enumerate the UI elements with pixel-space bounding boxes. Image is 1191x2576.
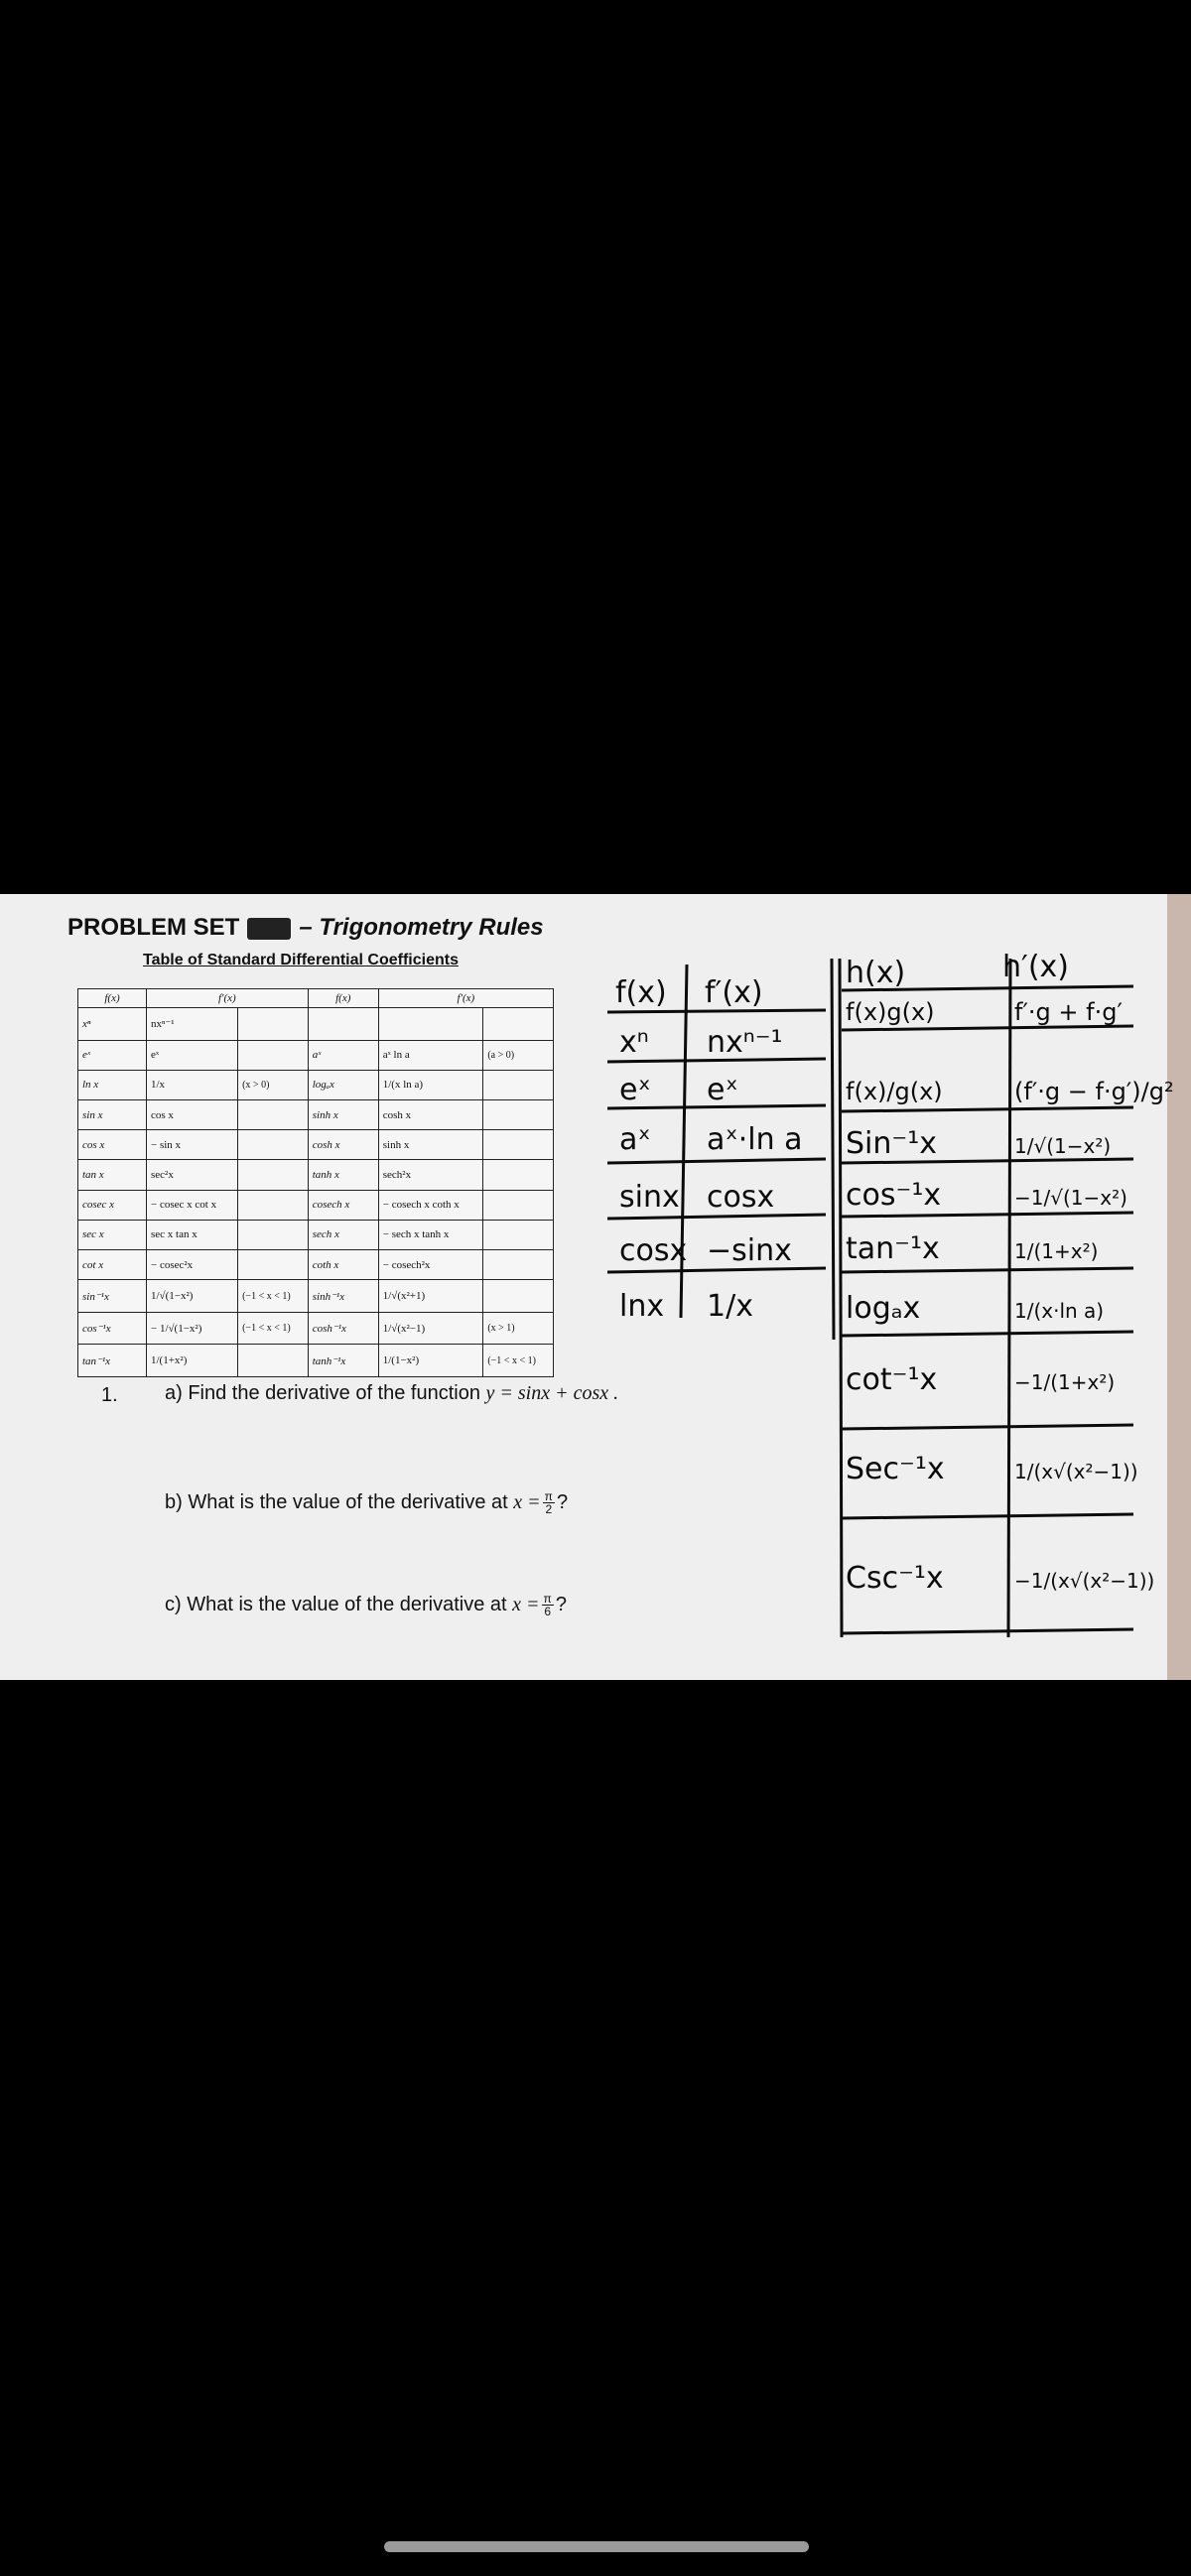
right-rule — [842, 1425, 1133, 1429]
hw-right-hx: Csc⁻¹x — [846, 1561, 944, 1596]
hw-left-fx: cosx — [619, 1233, 688, 1268]
hw-left-fx: eˣ — [619, 1073, 651, 1107]
question-b-x: x = — [513, 1490, 541, 1513]
hw-left-fx: sinx — [619, 1180, 680, 1215]
hw-left-fpx: nxⁿ⁻¹ — [707, 1025, 783, 1060]
question-b-fraction — [543, 1490, 555, 1515]
hw-right-hpx: (f′·g − f·g′)/g² — [1014, 1078, 1174, 1105]
table-cell: cos x — [147, 1099, 238, 1129]
hw-left-fpx: 1/x — [707, 1289, 753, 1324]
table-cell: (x > 0) — [238, 1070, 309, 1099]
left-rule — [607, 1159, 826, 1163]
table-cell: cosh x — [378, 1099, 483, 1129]
question-c-fraction — [542, 1593, 554, 1617]
right-rule — [842, 1213, 1133, 1217]
fraction-numerator: π — [543, 1592, 552, 1606]
table-cell: cosh x — [308, 1130, 378, 1160]
hw-left-header: f′(x) — [705, 975, 763, 1010]
left-rule — [607, 1010, 826, 1012]
table-cell: sinh x — [308, 1099, 378, 1129]
table-cell: − cosech x coth x — [378, 1190, 483, 1220]
table-cell: sech²x — [378, 1160, 483, 1190]
table-cell: sinh⁻¹x — [308, 1280, 378, 1313]
table-cell: (−1 < x < 1) — [483, 1345, 554, 1377]
hw-right-header: h(x) — [846, 956, 906, 990]
question-b-text: b) What is the value of the derivative at — [165, 1490, 514, 1513]
table-cell: cos x — [78, 1130, 147, 1160]
hw-left-header: f(x) — [615, 975, 667, 1010]
table-cell: cosech x — [308, 1190, 378, 1220]
table-cell: tanh⁻¹x — [308, 1345, 378, 1377]
hw-right-hx: Sec⁻¹x — [846, 1452, 945, 1486]
table-cell: sech x — [308, 1220, 378, 1249]
header-fpx: f′(x) — [147, 989, 309, 1008]
question-c-mark: ? — [555, 1593, 567, 1615]
table-separator — [832, 959, 834, 1340]
problem-set-title: PROBLEM SET – Trigonometry Rules — [67, 914, 544, 941]
hw-right-hpx: −1/(x√(x²−1)) — [1014, 1569, 1155, 1593]
fraction-denominator: 2 — [545, 1502, 553, 1516]
table-cell: 1/√(x²+1) — [378, 1280, 483, 1313]
table-cell: cosec x — [78, 1190, 147, 1220]
right-rule — [842, 1629, 1133, 1633]
hw-right-hpx: f′·g + f·g′ — [1014, 998, 1123, 1026]
left-rule — [607, 1268, 826, 1272]
hw-right-hpx: 1/(x·ln a) — [1014, 1299, 1105, 1323]
table-cell: − sin x — [147, 1130, 238, 1160]
table-cell: eˣ — [147, 1040, 238, 1070]
right-divider — [1008, 959, 1010, 1637]
table-cell: 1/x — [147, 1070, 238, 1099]
hw-left-fpx: cosx — [707, 1180, 775, 1215]
table-cell: 1/√(1−x²) — [147, 1280, 238, 1313]
hw-right-hx: tan⁻¹x — [846, 1231, 940, 1266]
table-cell: (x > 1) — [483, 1312, 554, 1345]
table-cell: − cosec²x — [147, 1250, 238, 1280]
table-cell: sin x — [78, 1099, 147, 1129]
question-c-text: c) What is the value of the derivative at — [165, 1593, 513, 1615]
table-cell: 1/(1−x²) — [378, 1345, 483, 1377]
home-indicator[interactable] — [384, 2541, 809, 2552]
table-cell: (−1 < x < 1) — [238, 1280, 309, 1313]
fraction-denominator: 6 — [544, 1605, 552, 1618]
left-rule — [607, 1215, 826, 1219]
right-outer-line — [840, 959, 842, 1637]
header-fx-2: f(x) — [308, 989, 378, 1008]
hw-right-hpx: 1/(x√(x²−1)) — [1014, 1460, 1138, 1483]
table-cell: cosh⁻¹x — [308, 1312, 378, 1345]
table-caption: Table of Standard Differential Coefficients — [143, 952, 459, 968]
question-b-mark: ? — [556, 1490, 569, 1513]
table-cell: sec x tan x — [147, 1220, 238, 1249]
question-a-text: a) Find the derivative of the function — [165, 1382, 486, 1404]
table-cell: tan x — [78, 1160, 147, 1190]
table-cell: sin⁻¹x — [78, 1280, 147, 1313]
hw-right-hpx: −1/√(1−x²) — [1014, 1186, 1127, 1210]
table-cell: aˣ — [308, 1040, 378, 1070]
hw-right-hx: logₐx — [846, 1291, 921, 1326]
hw-right-hx: Sin⁻¹x — [846, 1126, 938, 1161]
hw-right-hx: f(x)g(x) — [846, 998, 935, 1026]
hw-right-hx: cot⁻¹x — [846, 1362, 938, 1397]
right-rule — [842, 1268, 1133, 1272]
table-cell: nxⁿ⁻¹ — [147, 1008, 238, 1041]
question-b — [165, 1490, 568, 1515]
table-cell: cot x — [78, 1250, 147, 1280]
table-cell: eˣ — [78, 1040, 147, 1070]
hw-left-fx: xⁿ — [619, 1025, 649, 1060]
hw-left-fx: lnx — [619, 1289, 665, 1324]
hw-left-fpx: eˣ — [707, 1073, 738, 1107]
hw-right-hpx: −1/(1+x²) — [1014, 1370, 1116, 1394]
table-cell: − cosech²x — [378, 1250, 483, 1280]
table-cell: 1/√(x²−1) — [378, 1312, 483, 1345]
table-cell: cos⁻¹x — [78, 1312, 147, 1345]
table-cell: (a > 0) — [483, 1040, 554, 1070]
table-cell: xⁿ — [78, 1008, 147, 1041]
table-cell: 1/(1+x²) — [147, 1345, 238, 1377]
hw-left-fpx: −sinx — [707, 1233, 792, 1268]
question-a — [165, 1382, 618, 1405]
hw-left-fpx: aˣ·ln a — [707, 1122, 803, 1157]
header-fpx-2: f′(x) — [378, 989, 553, 1008]
hw-right-header: h′(x) — [1002, 950, 1069, 984]
question-a-math: y = sinx + cosx . — [485, 1382, 619, 1404]
right-rule — [842, 1332, 1133, 1336]
table-cell: sinh x — [378, 1130, 483, 1160]
hw-left-fx: aˣ — [619, 1122, 651, 1157]
table-cell: logₐx — [308, 1070, 378, 1099]
hw-right-hpx: 1/(1+x²) — [1014, 1239, 1099, 1263]
table-cell: − 1/√(1−x²) — [147, 1312, 238, 1345]
fraction-numerator: π — [544, 1489, 553, 1503]
table-cell: sec x — [78, 1220, 147, 1249]
hw-right-hx: cos⁻¹x — [846, 1178, 942, 1213]
table-cell: (−1 < x < 1) — [238, 1312, 309, 1345]
table-cell: coth x — [308, 1250, 378, 1280]
table-cell: tan⁻¹x — [78, 1345, 147, 1377]
table-cell: aˣ ln a — [378, 1040, 483, 1070]
right-rule — [842, 1026, 1133, 1030]
table-cell: tanh x — [308, 1160, 378, 1190]
hw-right-hx: f(x)/g(x) — [846, 1078, 943, 1105]
table-cell: sec²x — [147, 1160, 238, 1190]
table-cell: − cosec x cot x — [147, 1190, 238, 1220]
right-rule — [842, 1514, 1133, 1518]
question-c — [165, 1593, 567, 1617]
question-number: 1. — [101, 1384, 118, 1406]
header-fx: f(x) — [78, 989, 147, 1008]
table-cell: 1/(x ln a) — [378, 1070, 483, 1099]
question-c-x: x = — [512, 1593, 540, 1615]
table-cell: ln x — [78, 1070, 147, 1099]
table-cell: − sech x tanh x — [378, 1220, 483, 1249]
right-rule — [842, 1107, 1133, 1111]
hw-right-hpx: 1/√(1−x²) — [1014, 1134, 1112, 1158]
